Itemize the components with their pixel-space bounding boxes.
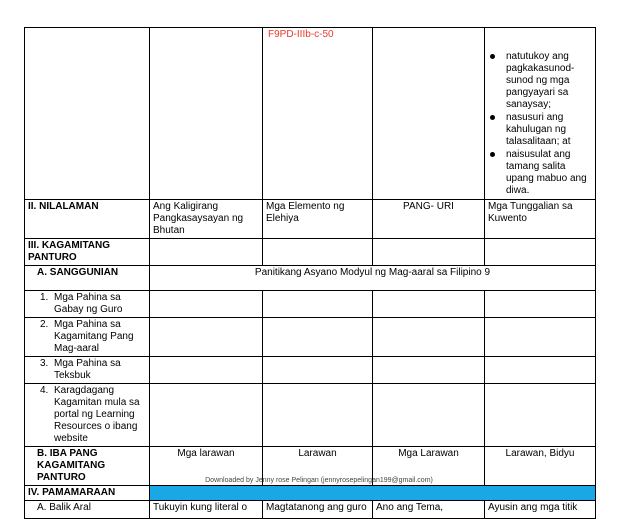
- empty-cell: [373, 291, 485, 318]
- nilalaman-col-3: PANG- URI: [373, 200, 485, 239]
- kagamitan-label: III. KAGAMITANG PANTURO: [25, 239, 150, 266]
- balik-aral-col-1: Tukuyin kung literal o: [150, 501, 263, 519]
- empty-cell: [263, 318, 373, 357]
- bullet-icon: [490, 152, 495, 157]
- objective-item: nasusuri ang kahulugan ng talasalitaan; at: [488, 112, 592, 148]
- balik-aral-col-4: Ayusin ang mga titik: [485, 501, 596, 519]
- iba-pang-col-3: Mga Larawan: [373, 447, 485, 486]
- kagamitan-item-row: [25, 318, 596, 357]
- empty-cell: [150, 291, 263, 318]
- empty-cell: [25, 28, 150, 200]
- pamamaraan-row: [25, 486, 596, 501]
- sanggunian-row: [25, 266, 596, 291]
- download-footer: Downloaded by Jenny rose Pelingan (jennyrosepelingan199@gmail.com): [205, 477, 433, 484]
- empty-cell: [150, 28, 263, 200]
- objective-item: naisusulat ang tamang salita upang mabuo ang diwa.: [488, 149, 592, 197]
- empty-cell: [373, 384, 485, 447]
- empty-cell: [263, 291, 373, 318]
- kagamitan-item-row: [25, 291, 596, 318]
- empty-cell: [373, 318, 485, 357]
- kagamitan-item-label: 4. Karagdagang Kagamitan mula sa portal ng Learning Resources o ibang website: [25, 384, 150, 447]
- iba-pang-col-2: Larawan: [263, 447, 373, 486]
- kagamitan-item-row: [25, 357, 596, 384]
- empty-cell: [485, 291, 596, 318]
- nilalaman-col-2: Mga Elemento ng Elehiya: [263, 200, 373, 239]
- empty-cell: [373, 239, 485, 266]
- kagamitan-item-label: 3. Mga Pahina sa Teksbuk: [25, 357, 150, 384]
- nilalaman-label: II. NILALAMAN: [25, 200, 150, 239]
- sanggunian-label: A. SANGGUNIAN: [25, 266, 150, 291]
- iba-pang-label: B. IBA PANG KAGAMITANG PANTURO: [25, 447, 150, 486]
- balik-aral-col-3: Ano ang Tema,: [373, 501, 485, 519]
- competency-code: F9PD-IIIb-c-50: [268, 29, 334, 40]
- kagamitan-item-label: 2. Mga Pahina sa Kagamitang Pang Mag-aaral: [25, 318, 150, 357]
- kagamitan-item-row: [25, 384, 596, 447]
- empty-cell: [263, 384, 373, 447]
- empty-cell: [373, 28, 485, 200]
- nilalaman-row: [25, 200, 596, 239]
- objective-item: natutukoy ang pagkakasunod-sunod ng mga pangyayari sa sanaysay;: [488, 51, 592, 111]
- empty-cell: [485, 357, 596, 384]
- objectives-list: [488, 51, 592, 197]
- competency-code-cell: [263, 28, 373, 200]
- iba-pang-col-4: Larawan, Bidyu: [485, 447, 596, 486]
- lesson-plan-table: [24, 27, 596, 519]
- sanggunian-value: Panitikang Asyano Modyul ng Mag-aaral sa Filipino 9: [150, 266, 596, 291]
- iba-pang-col-1: Mga larawan: [150, 447, 263, 486]
- pamamaraan-band: [150, 486, 596, 501]
- pamamaraan-label: IV. PAMAMARAAN: [25, 486, 150, 501]
- kagamitan-item-label: 1. Mga Pahina sa Gabay ng Guro: [25, 291, 150, 318]
- nilalaman-col-4: Mga Tunggalian sa Kuwento: [485, 200, 596, 239]
- empty-cell: [150, 318, 263, 357]
- empty-cell: [485, 318, 596, 357]
- empty-cell: [485, 239, 596, 266]
- balik-aral-col-2: Magtatanong ang guro: [263, 501, 373, 519]
- empty-cell: [150, 357, 263, 384]
- objectives-cell: [485, 28, 596, 200]
- bullet-icon: [490, 115, 495, 120]
- balik-aral-row: [25, 501, 596, 519]
- empty-cell: [485, 384, 596, 447]
- balik-aral-label: A. Balik Aral: [25, 501, 150, 519]
- empty-cell: [263, 357, 373, 384]
- empty-cell: [150, 384, 263, 447]
- empty-cell: [150, 239, 263, 266]
- empty-cell: [263, 239, 373, 266]
- nilalaman-col-1: Ang Kaligirang Pangkasaysayan ng Bhutan: [150, 200, 263, 239]
- objectives-row: [25, 28, 596, 200]
- kagamitan-row: [25, 239, 596, 266]
- empty-cell: [373, 357, 485, 384]
- bullet-icon: [490, 54, 495, 59]
